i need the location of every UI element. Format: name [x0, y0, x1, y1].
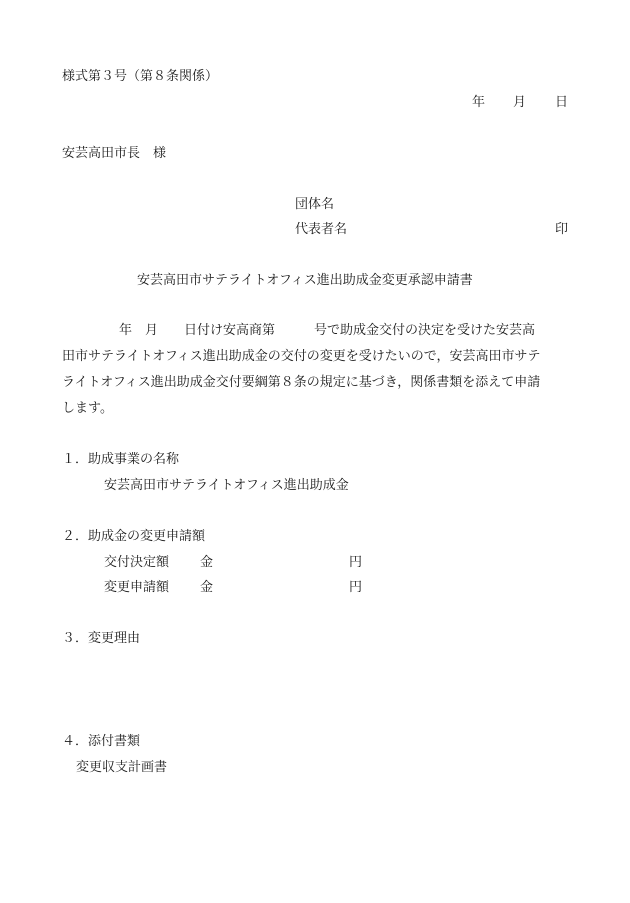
section-heading-change-amount: ２．助成金の変更申請額	[62, 529, 206, 544]
granted-amount-unit: 円	[349, 555, 363, 570]
org-name-label: 団体名	[295, 197, 335, 212]
body-line-3: ライトオフィス進出助成金交付要綱第８条の規定に基づき，関係書類を添えて申請	[62, 375, 541, 390]
date-month-label: 月	[513, 95, 527, 110]
requested-amount-unit: 円	[349, 580, 363, 595]
document-title: 安芸高田市サテライトオフィス進出助成金変更承認申請書	[137, 273, 473, 288]
section-content-attachments: 変更収支計画書	[76, 760, 168, 775]
form-number: 様式第３号（第８条関係）	[62, 69, 219, 84]
requested-amount-prefix: 金	[200, 580, 214, 595]
addressee: 安芸高田市長 様	[62, 146, 167, 161]
requested-amount-label: 変更申請額	[104, 580, 170, 595]
section-heading-project-name: １．助成事業の名称	[62, 452, 180, 467]
section-content-project-name: 安芸高田市サテライトオフィス進出助成金	[104, 478, 349, 493]
date-year-label: 年	[472, 95, 486, 110]
body-line-2: 田市サテライトオフィス進出助成金の交付の変更を受けたいので，安芸高田市サテ	[62, 349, 541, 364]
granted-amount-label: 交付決定額	[104, 555, 170, 570]
seal-mark: 印	[555, 222, 569, 237]
body-line-4: します。	[62, 401, 113, 416]
representative-label: 代表者名	[295, 222, 348, 237]
body-line-1: 年 月 日付け安高商第 号で助成金交付の決定を受けた安芸高	[106, 323, 536, 338]
date-day-label: 日	[555, 95, 569, 110]
granted-amount-prefix: 金	[200, 555, 214, 570]
section-heading-attachments: ４．添付書類	[62, 734, 141, 749]
section-heading-change-reason: ３．変更理由	[62, 631, 141, 646]
